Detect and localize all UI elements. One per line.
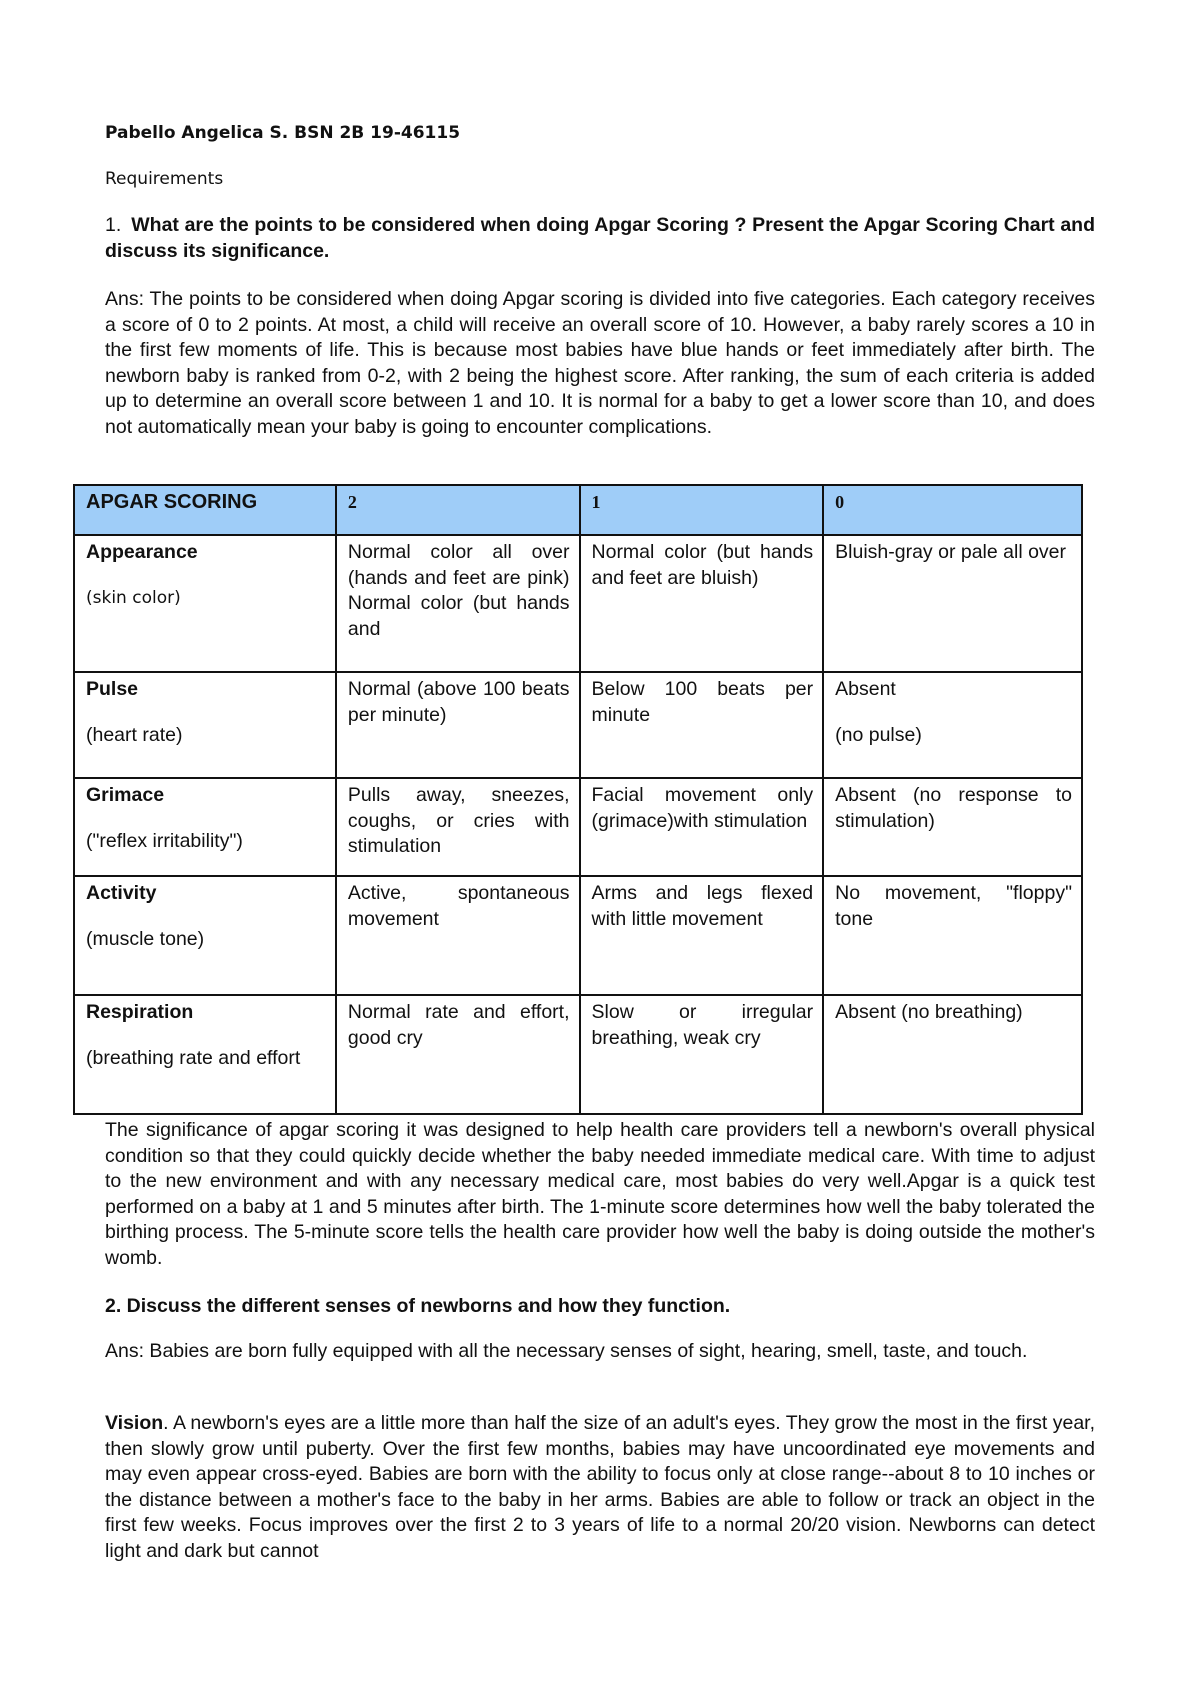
score-1-cell: Normal color (but hands and feet are bluish): [580, 535, 824, 672]
score-0-cell: No movement, "floppy" tone: [823, 876, 1082, 995]
apgar-header-title: APGAR SCORING: [74, 485, 336, 535]
answer-2: Ans: Babies are born fully equipped with all the necessary senses of sight, hearing, smell, taste, and touch.: [105, 1340, 1028, 1362]
score-0-cell: Absent (no breathing): [823, 995, 1082, 1114]
criterion-name: Pulse: [86, 678, 139, 700]
apgar-header-row: [74, 485, 1082, 535]
table-row: [74, 535, 1082, 672]
criterion-sub: (breathing rate and effort: [86, 1046, 301, 1069]
score-0-cell: [823, 672, 1082, 778]
criterion-cell: [74, 778, 336, 876]
score-0-cell: Absent (no response to stimulation): [823, 778, 1082, 876]
criterion-sub: (skin color): [86, 587, 181, 608]
criterion-cell: [74, 876, 336, 995]
criterion-sub: (muscle tone): [86, 927, 205, 950]
question-1: [105, 213, 1095, 264]
criterion-cell: [74, 995, 336, 1114]
score-1-cell: Facial movement only (grimace)with stimulation: [580, 778, 824, 876]
criterion-sub: ("reflex irritability"): [86, 829, 243, 852]
apgar-header-score-0: 0: [823, 485, 1082, 535]
author-line: Pabello Angelica S. BSN 2B 19-46115: [105, 123, 461, 143]
table-row: [74, 995, 1082, 1114]
criterion-cell: [74, 535, 336, 672]
table-row: [74, 876, 1082, 995]
criterion-name: Grimace: [86, 784, 165, 806]
criterion-cell: [74, 672, 336, 778]
vision-label: Vision: [105, 1412, 164, 1434]
score-2-cell: Normal (above 100 beats per minute): [336, 672, 580, 778]
question-1-text: What are the points to be considered when doing Apgar Scoring ? Present the Apgar Scoring Chart and discuss its significance.: [105, 214, 1095, 262]
criterion-name: Appearance: [86, 541, 198, 563]
vision-paragraph: [105, 1411, 1095, 1564]
section-heading: Requirements: [105, 169, 224, 189]
apgar-header-score-2: 2: [336, 485, 580, 535]
score-0-sub: (no pulse): [835, 723, 922, 746]
table-row: [74, 672, 1082, 778]
apgar-table: [73, 484, 1083, 1115]
vision-text: . A newborn's eyes are a little more than half the size of an adult's eyes. They grow the most in the first year, then slowly grow until puberty. Over the first few months, babies may have uncoordinated eye movements and may even appear cross-eyed. Babies are born with the ability to focus only at close range--about 8 to 10 inches or the distance between a mother's face to the baby in her arms. Babies are able to follow or track an object in the first few weeks. Focus improves over the first 2 to 3 years of life to a normal 20/20 vision. Newborns can detect light and dark but cannot: [105, 1412, 1095, 1562]
score-1-cell: Below 100 beats per minute: [580, 672, 824, 778]
score-1-cell: Slow or irregular breathing, weak cry: [580, 995, 824, 1114]
table-row: [74, 778, 1082, 876]
score-1-cell: Arms and legs flexed with little movement: [580, 876, 824, 995]
score-2-cell: Pulls away, sneezes, coughs, or cries with stimulation: [336, 778, 580, 876]
significance-paragraph: The significance of apgar scoring it was designed to help health care providers tell a newborn's overall physical condition so that they could quickly decide whether the baby needed immediate medical care. With time to adjust to the new environment and with any necessary medical care, most babies do very well.Apgar is a quick test performed on a baby at 1 and 5 minutes after birth. The 1-minute score determines how well the baby tolerated the birthing process. The 5-minute score tells the health care provider how well the baby is doing outside the mother's womb.: [105, 1119, 1095, 1269]
question-2: 2. Discuss the different senses of newborns and how they function.: [105, 1295, 731, 1317]
score-2-cell: Normal color all over (hands and feet are pink) Normal color (but hands and: [336, 535, 580, 672]
score-2-cell: Active, spontaneous movement: [336, 876, 580, 995]
criterion-name: Activity: [86, 882, 157, 904]
criterion-sub: (heart rate): [86, 723, 183, 746]
apgar-header-score-1: 1: [580, 485, 824, 535]
question-1-number: 1.: [105, 214, 122, 236]
criterion-name: Respiration: [86, 1001, 194, 1023]
score-0-cell: Bluish-gray or pale all over: [823, 535, 1082, 672]
score-2-cell: Normal rate and effort, good cry: [336, 995, 580, 1114]
score-0-text: Absent: [835, 678, 896, 700]
answer-1: Ans: The points to be considered when doing Apgar scoring is divided into five categories. Each category receives a score of 0 to 2 points. At most, a child will receive an overall score of 10. However, a baby rarely scores a 10 in the first few moments of life. This is because most babies have blue hands or feet immediately after birth. The newborn baby is ranked from 0-2, with 2 being the highest score. After ranking, the sum of each criteria is added up to determine an overall score between 1 and 10. It is normal for a baby to get a lower score than 10, and does not automatically mean your baby is going to encounter complications.: [105, 288, 1095, 438]
